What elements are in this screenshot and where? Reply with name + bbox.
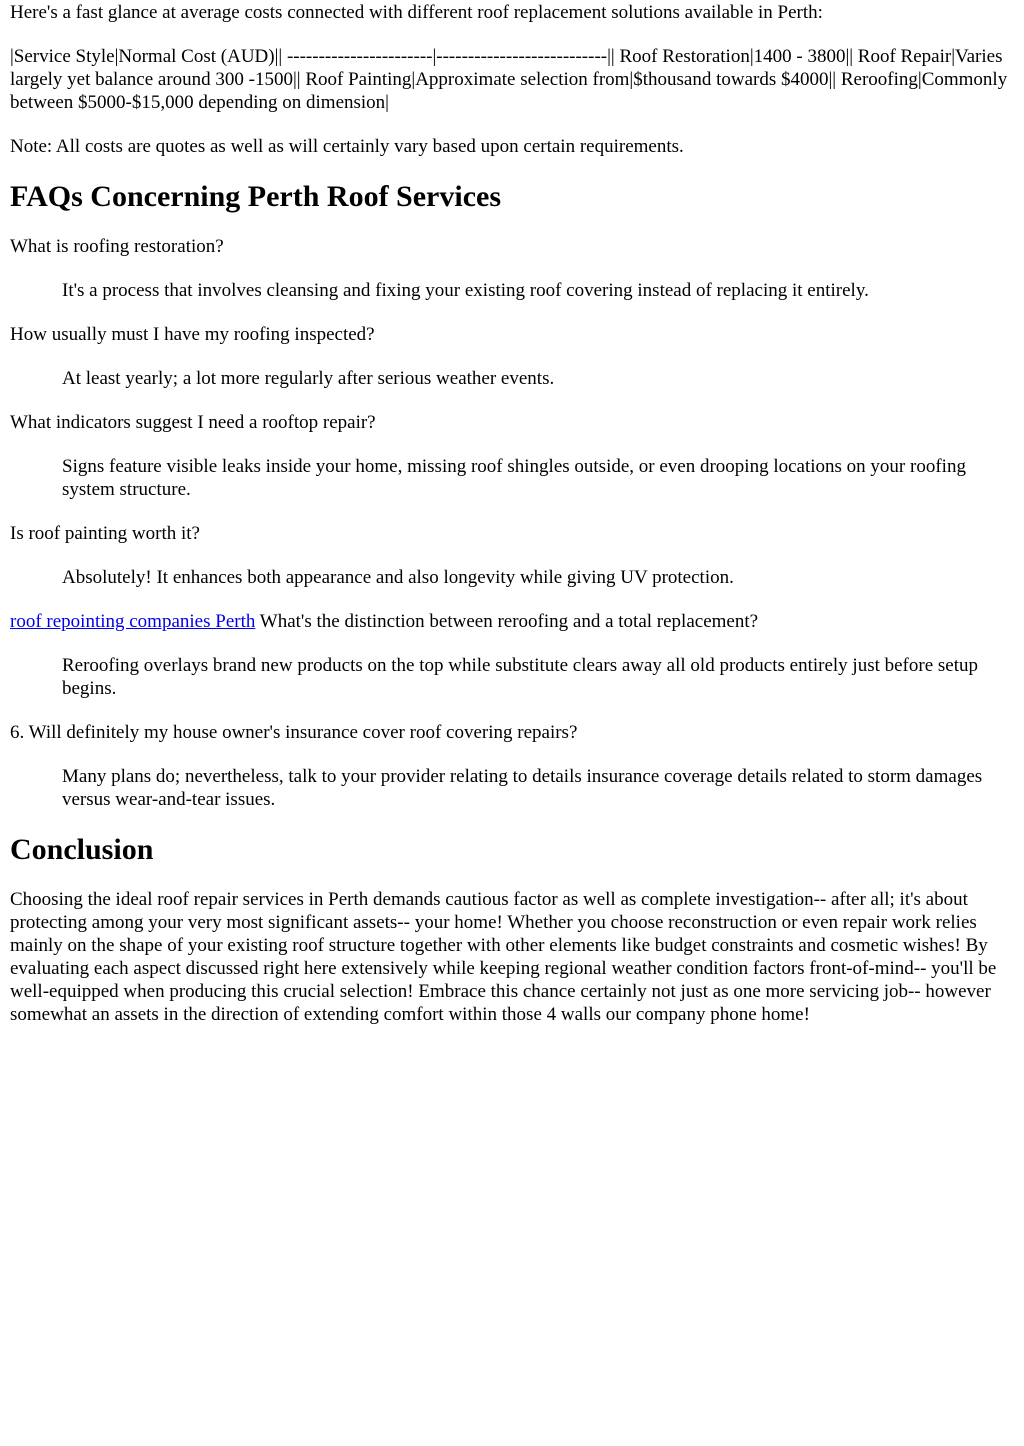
- faq-heading: FAQs Concerning Perth Roof Services: [10, 180, 502, 213]
- faq-question-with-link: [10, 610, 1014, 633]
- faq-question: 6. Will definitely my house owner's insurance cover roof covering repairs?: [10, 722, 578, 743]
- roof-repointing-link[interactable]: roof repointing companies Perth: [10, 611, 256, 632]
- conclusion-heading: Conclusion: [10, 833, 154, 866]
- faq-answer: It's a process that involves cleansing and fixing your existing roof covering instead of replacing it entirely.: [62, 280, 869, 301]
- faq-answer: At least yearly; a lot more regularly after serious weather events.: [62, 368, 555, 389]
- faq-question: What indicators suggest I need a rooftop repair?: [10, 412, 376, 433]
- conclusion-paragraph: Choosing the ideal roof repair services in Perth demands cautious factor as well as complete investigation-- after all; it's about protecting among your very most significant assets-- your home! Whether you choose reconstruction or even repair work relies mainly on the shape of your existing roof structure together with other elements like budget constraints and cosmetic wishes! By evaluating each aspect discussed right here extensively while keeping regional weather condition factors front-of-mind-- you'll be well-equipped when producing this crucial selection! Embrace this chance certainly not just as one more servicing job-- however somewhat an assets in the direction of extending comfort within those 4 walls our company phone home!: [10, 889, 997, 1025]
- faq-question-text: What's the distinction between reroofing and a total replacement?: [255, 611, 759, 632]
- faq-list: [10, 235, 1014, 811]
- cost-table-text: |Service Style|Normal Cost (AUD)|| -----------------------|---------------------------|| Roof Restoration|1400 - 3800|| Roof Repair|Varies largely yet balance around 300 -1500|| Roof Painting|Approximate selection from|$thousand towards $4000|| Reroofing|Commonly between $5000-$15,000 depending on dimension|: [10, 46, 1008, 113]
- faq-question: Is roof painting worth it?: [10, 523, 200, 544]
- faq-answer: Many plans do; nevertheless, talk to your provider relating to details insurance coverage details related to storm damages versus wear-and-tear issues.: [62, 766, 983, 810]
- faq-answer: Signs feature visible leaks inside your home, missing roof shingles outside, or even drooping locations on your roofing system structure.: [62, 456, 966, 500]
- intro-paragraph: Here's a fast glance at average costs connected with different roof replacement solutions available in Perth:: [10, 2, 823, 23]
- cost-note: Note: All costs are quotes as well as will certainly vary based upon certain requirements.: [10, 136, 684, 157]
- faq-answer: Absolutely! It enhances both appearance and also longevity while giving UV protection.: [62, 567, 734, 588]
- faq-question: What is roofing restoration?: [10, 236, 224, 257]
- article: [10, 0, 1014, 1026]
- faq-answer: Reroofing overlays brand new products on the top while substitute clears away all old products entirely just before setup begins.: [62, 655, 978, 699]
- faq-question: How usually must I have my roofing inspected?: [10, 324, 375, 345]
